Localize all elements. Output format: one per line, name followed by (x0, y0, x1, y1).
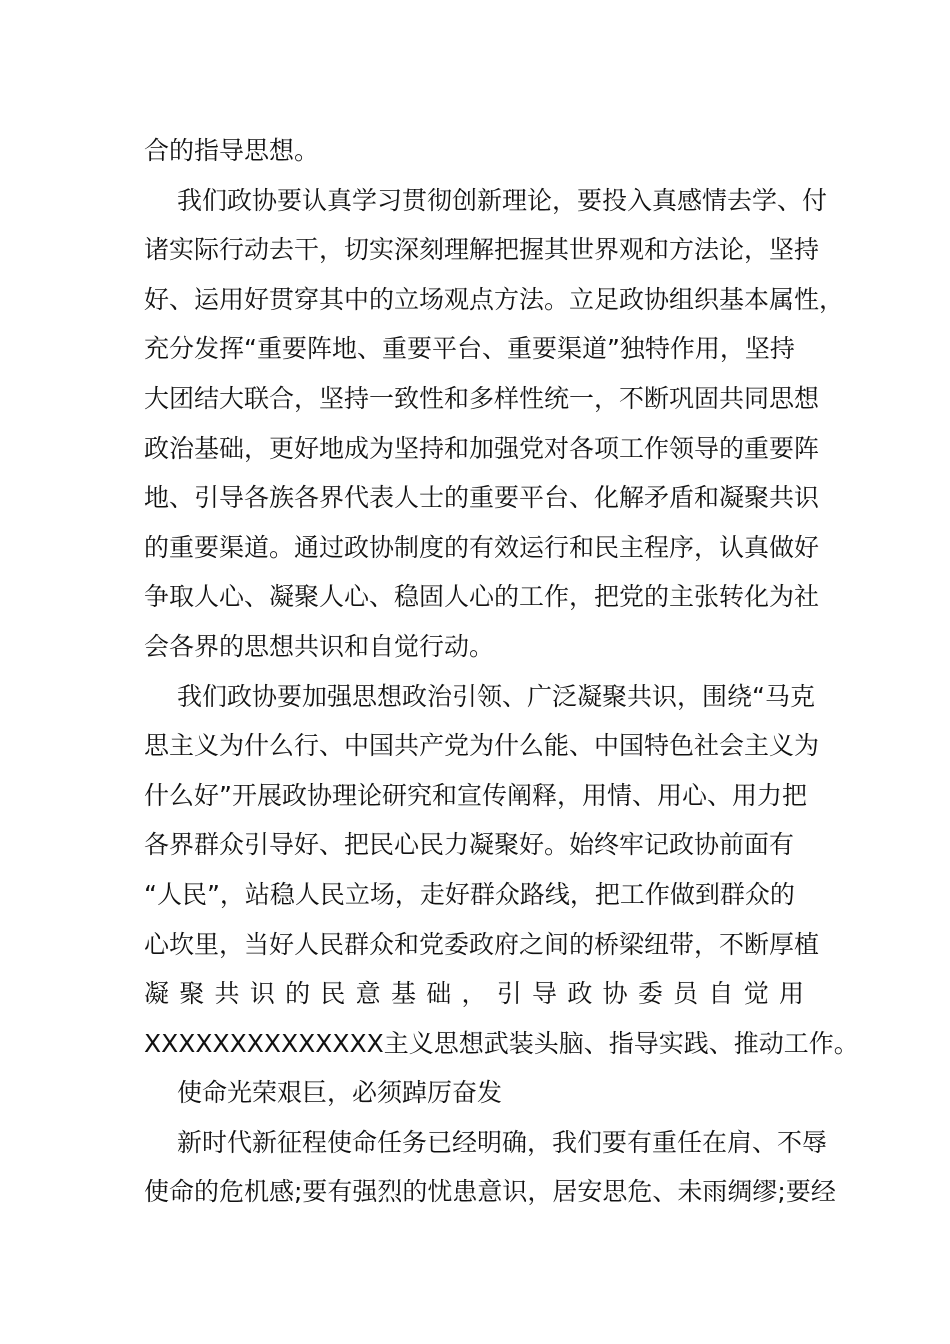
text-line: 各界群众引导好、把民心民力凝聚好。始终牢记政协前面有 (144, 830, 795, 860)
body-text (144, 126, 859, 1217)
text-line: 合的指导思想。 (144, 136, 320, 165)
text-line: 充分发挥“重要阵地、重要平台、重要渠道”独特作用，坚持 (144, 334, 795, 364)
text-line: 使命的危机感;要有强烈的忧患意识，居安思危、未雨绸缪;要经 (144, 1177, 836, 1207)
text-line: 诸实际行动去干，切实深刻理解把握其世界观和方法论，坚持 (144, 235, 820, 265)
text-line: 地、引导各族各界代表人士的重要平台、化解矛盾和凝聚共识 (144, 483, 820, 513)
text-line: XXXXXXXXXXXXXX主义思想武装头脑、指导实践、推动工作。 (144, 1028, 859, 1058)
section-heading: 使命光荣艰巨，必须踔厉奋发 (177, 1078, 503, 1108)
text-line: 的重要渠道。通过政协制度的有效运行和民主程序，认真做好 (144, 532, 820, 562)
text-line: 什么好”开展政协理论研究和宣传阐释，用情、用心、用力把 (144, 780, 807, 810)
paragraph-start-line: 我们政协要加强思想政治引领、广泛凝聚共识，围绕“马克 (177, 681, 815, 711)
text-line: 大团结大联合，坚持一致性和多样性统一，不断巩固共同思想 (144, 383, 820, 413)
paragraph-start-line: 新时代新征程使命任务已经明确，我们要有重任在肩、不辱 (177, 1127, 828, 1157)
text-line: 好、运用好贯穿其中的立场观点方法。立足政协组织基本属性， (144, 284, 845, 314)
text-line: 政治基础，更好地成为坚持和加强党对各项工作领导的重要阵 (144, 433, 820, 463)
text-line-justified: 凝聚共识的民意基础，引导政协委员自觉用 (144, 979, 804, 1009)
text-line: 争取人心、凝聚人心、稳固人心的工作，把党的主张转化为社 (144, 582, 820, 612)
paragraph-start-line: 我们政协要认真学习贯彻创新理论，要投入真感情去学、付 (177, 185, 828, 215)
text-line: 思主义为什么行、中国共产党为什么能、中国特色社会主义为 (144, 731, 820, 761)
text-line: 会各界的思想共识和自觉行动。 (144, 631, 495, 661)
text-line: 心坎里，当好人民群众和党委政府之间的桥梁纽带，不断厚植 (144, 929, 820, 959)
text-line: “人民”，站稳人民立场，走好群众路线，把工作做到群众的 (144, 879, 795, 909)
